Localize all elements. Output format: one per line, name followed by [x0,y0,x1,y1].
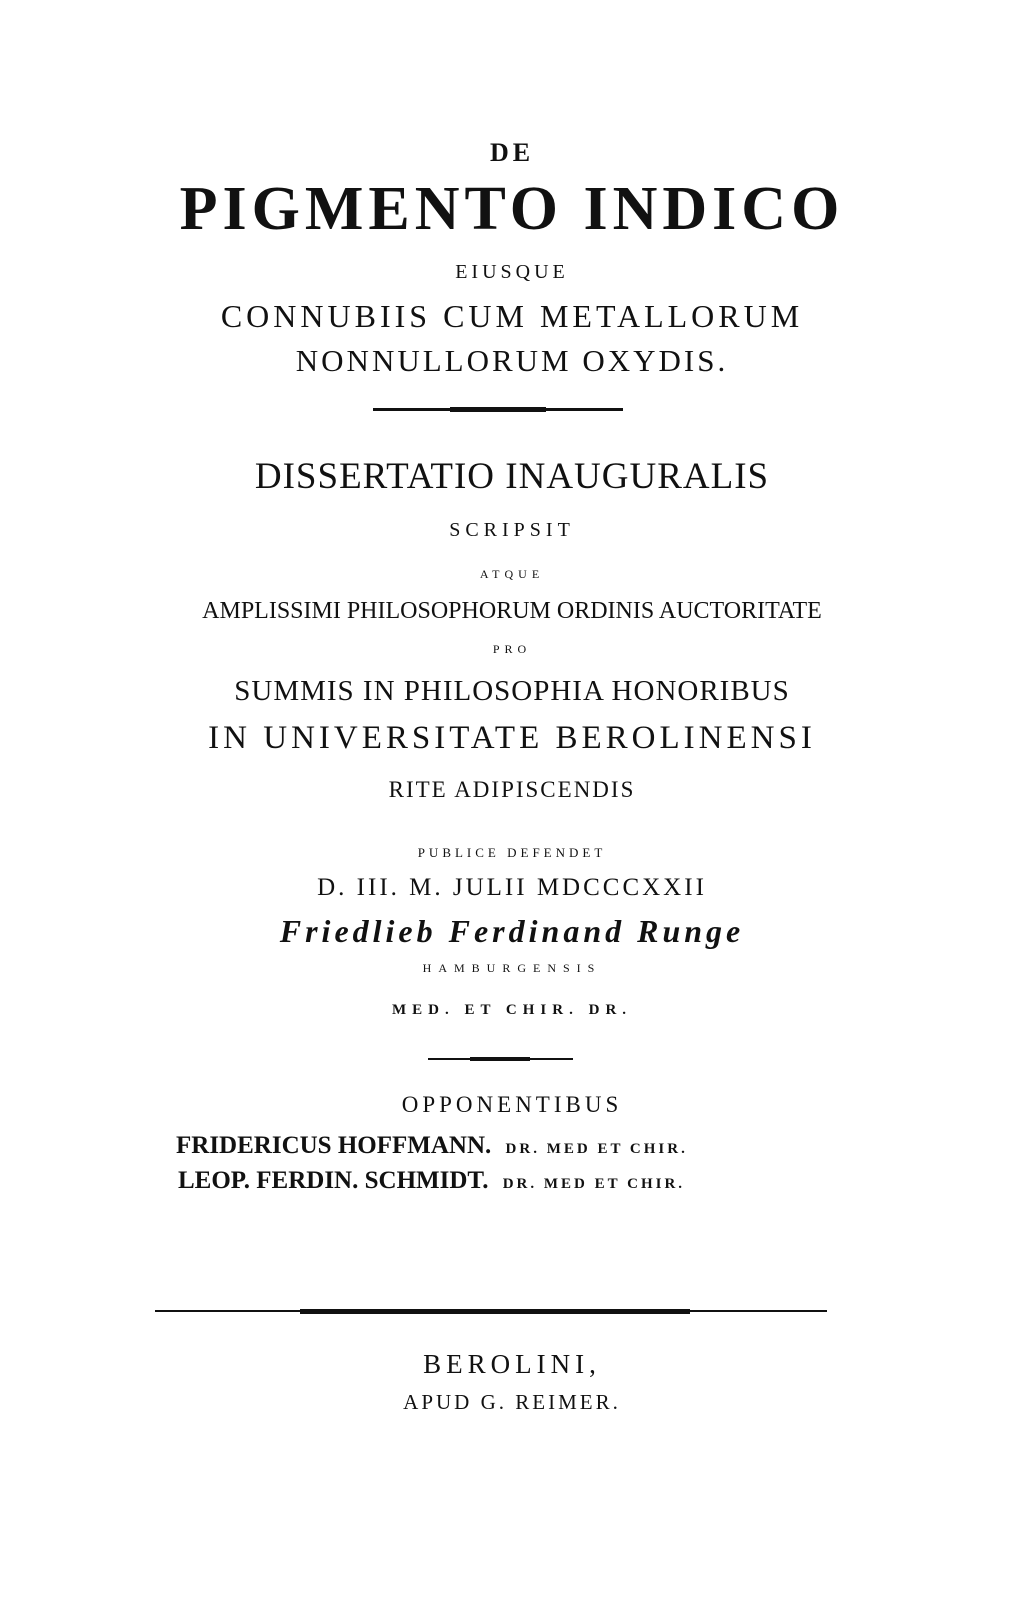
opponent-2-title: DR. MED ET CHIR. [502,1176,686,1192]
honores-line: SUMMIS IN PHILOSOPHIA HONORIBUS [234,675,790,707]
subtitle-line-2: NONNULLORUM OXYDIS. [295,343,729,378]
divider-rule-2-swell [470,1057,530,1061]
auctoritate-line: AMPLISSIMI PHILOSOPHORUM ORDINIS AUCTORITATE [202,598,822,624]
imprint-city: BEROLINI, [423,1349,601,1379]
opponent-1-name: FRIDERICUS HOFFMANN. [176,1132,492,1159]
dissertation-heading: DISSERTATIO INAUGURALIS [254,456,770,497]
opponent-1 [176,1133,688,1158]
author-name: Friedlieb Ferdinand Runge [279,913,745,949]
adipiscendis-line: RITE ADIPISCENDIS [388,777,636,802]
divider-rule-1-swell [450,407,546,412]
conjunction: EIUSQUE [455,261,569,283]
author-degree: MED. ET CHIR. DR. [391,1002,633,1018]
title-prefix: DE [489,138,535,167]
universitas-line: IN UNIVERSITATE BEROLINENSI [208,720,816,756]
atque: ATQUE [479,567,545,581]
opponent-1-title: DR. MED ET CHIR. [505,1141,688,1157]
date-line: D. III. M. JULII MDCCCXXII [317,874,707,901]
subtitle-line-1: CONNUBIIS CUM METALLORUM [220,298,804,334]
divider-rule-3-swell [300,1309,690,1314]
pro: PRO [492,642,532,656]
scripsit: SCRIPSIT [449,519,575,541]
author-origin: HAMBURGENSIS [422,961,602,975]
main-title: PIGMENTO INDICO [179,175,845,243]
imprint-publisher: APUD G. REIMER. [403,1390,621,1414]
defendet-line: PUBLICE DEFENDET [417,845,607,860]
opponentibus-heading: OPPONENTIBUS [401,1092,623,1117]
opponent-2-name: LEOP. FERDIN. SCHMIDT. [178,1167,489,1194]
opponent-2 [178,1168,685,1193]
